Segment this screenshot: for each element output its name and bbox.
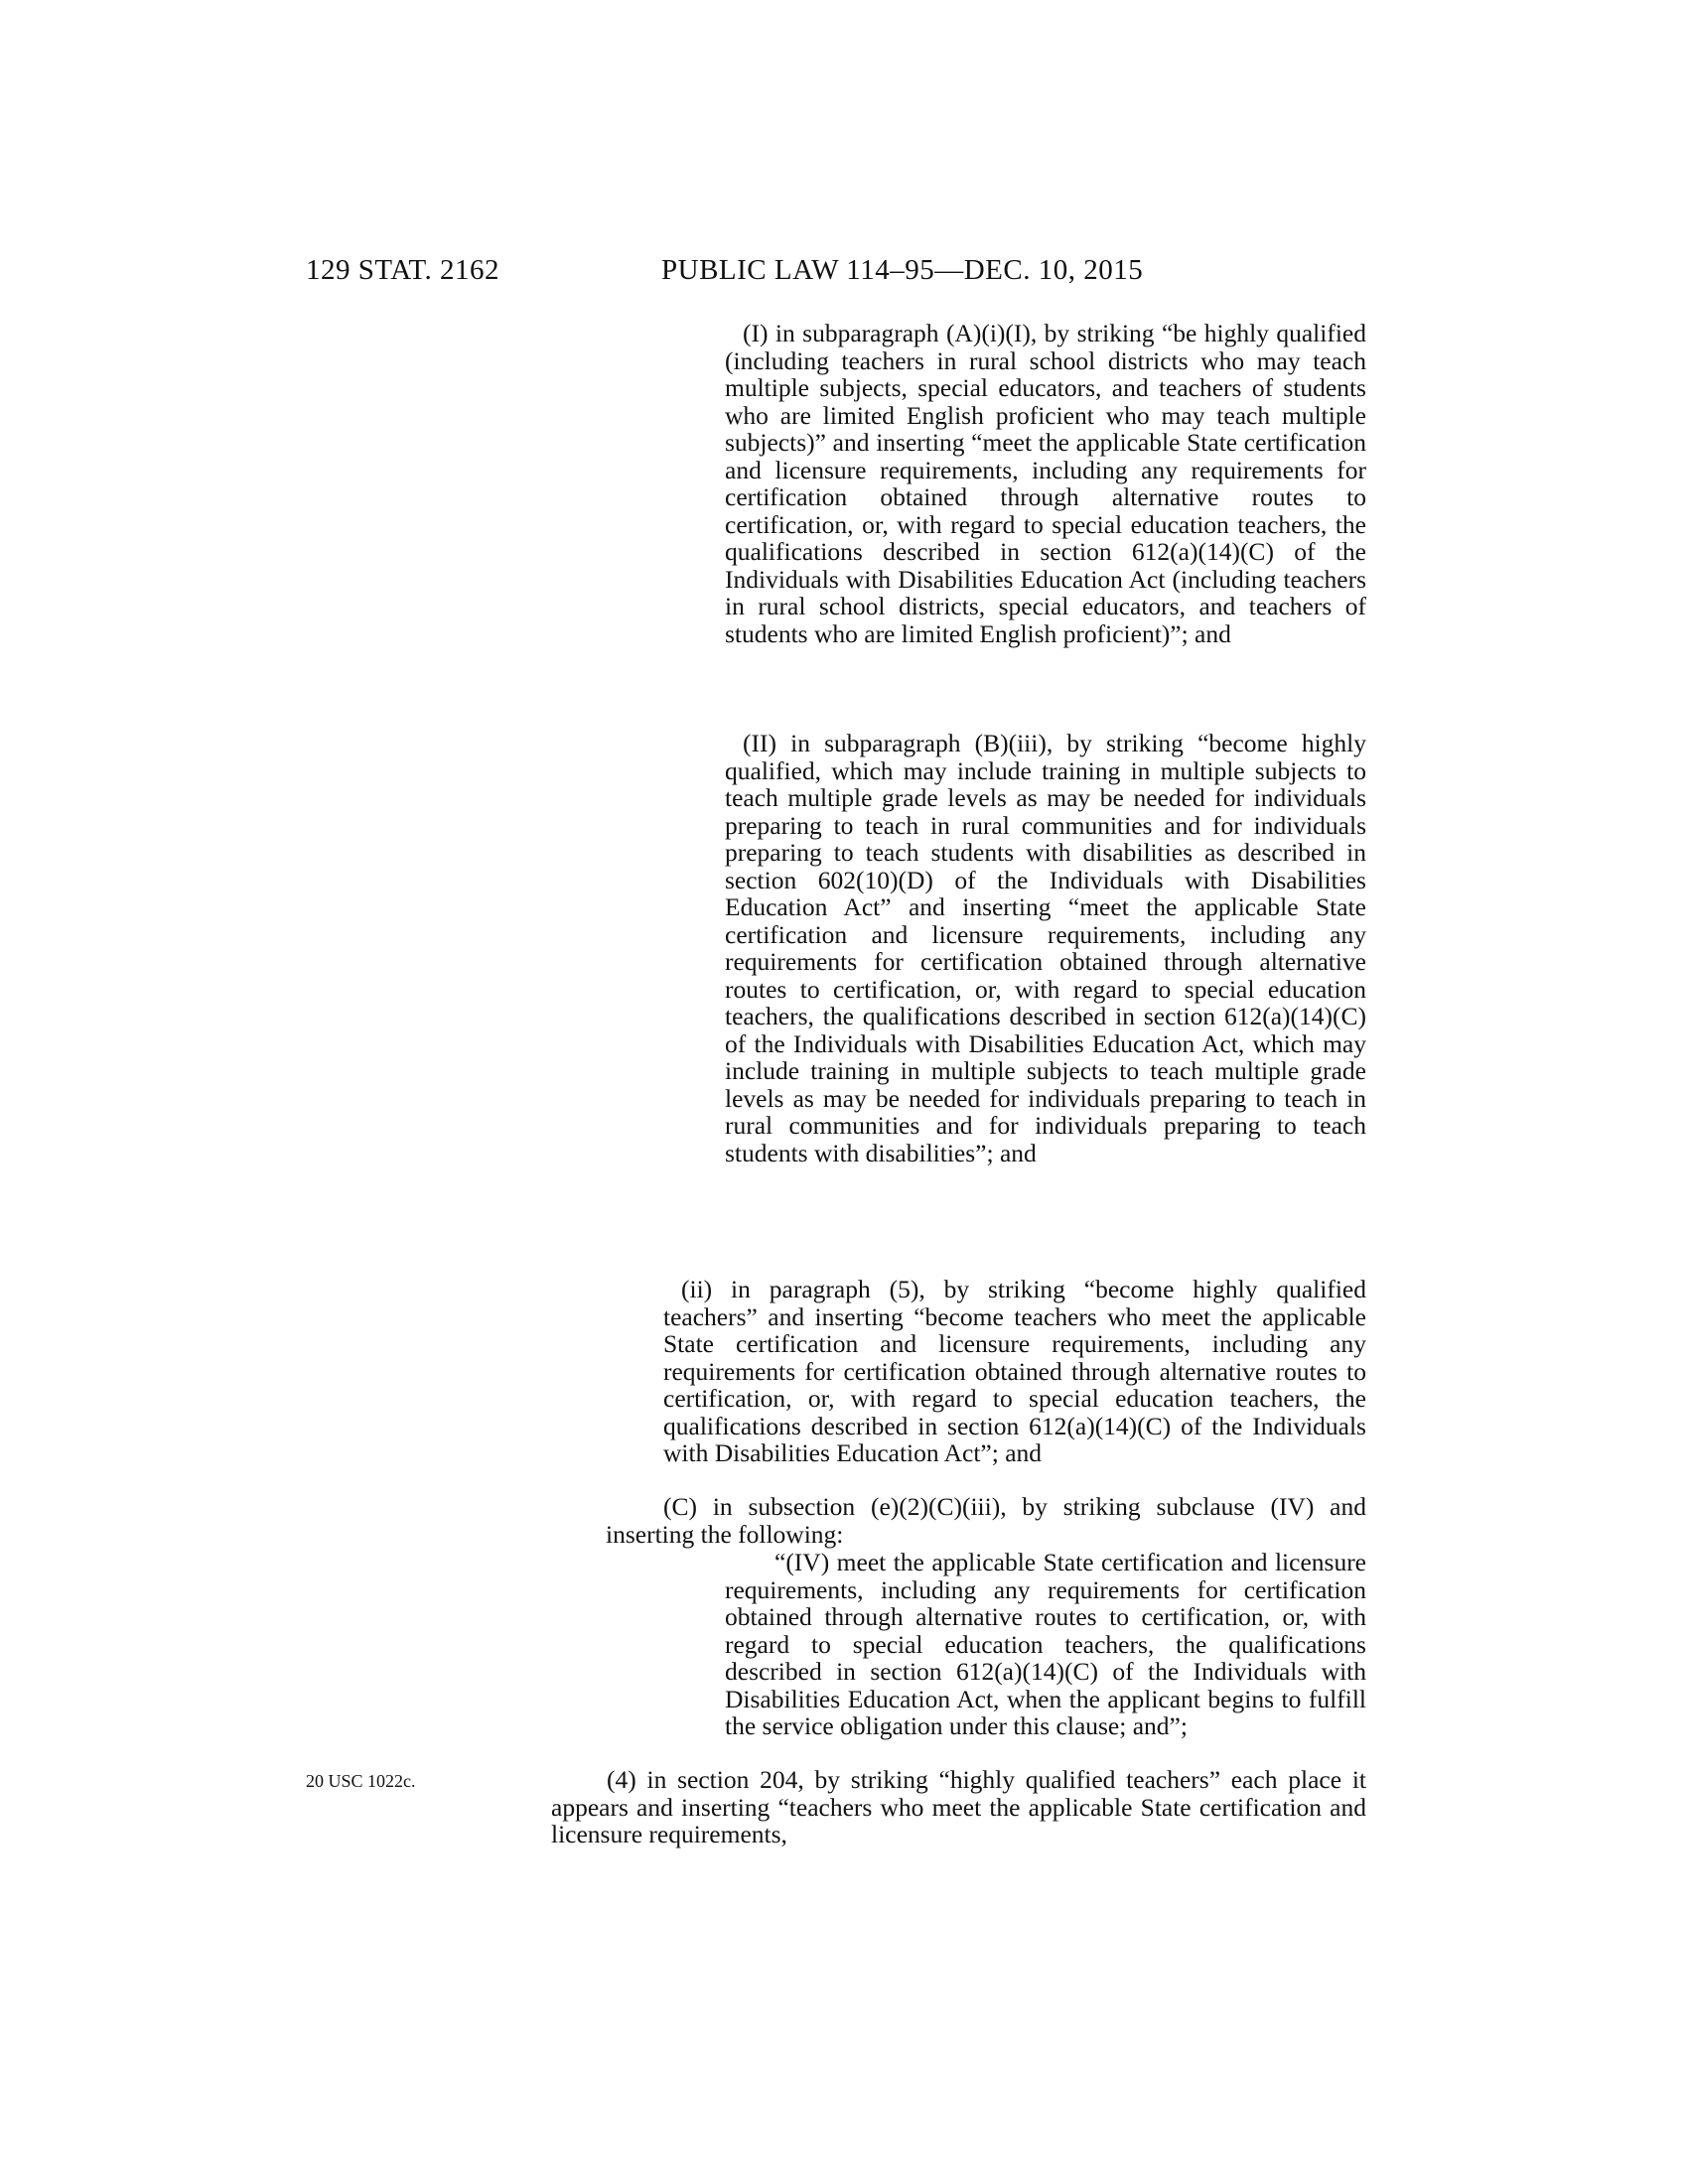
usc-margin-note: 20 USC 1022c. [306, 1771, 416, 1791]
clause-ii-text: (ii) in paragraph (5), by striking “become highly qualified teachers” and inserting “become teachers who meet the applicable State certification and licensure requirements, including any requirements for certification obtained through alternative routes to certification, or, with regard to special education teachers, the qualifications described in section 612(a)(14)(C) of the Individuals with Disabilities Education Act”; and [663, 1275, 1366, 1467]
paragraph-4-text: (4) in section 204, by striking “highly qualified teachers” each place it appears and inserting “teachers who meet the applicable State certification and licensure requirements, [551, 1765, 1366, 1848]
quoted-subclause-IV-text: “(IV) meet the applicable State certification and licensure requirements, including any requirements for certification obtained through alternative routes to certification, or, with regard to special education teachers, the qualifications described in section 612(a)(14)(C) of the Individuals with Disabilities Education Act, when the applicant begins to fulfill the service obligation under this clause; and”; [725, 1548, 1366, 1740]
stat-page-reference: 129 STAT. 2162 [306, 254, 500, 286]
subparagraph-C-text: (C) in subsection (e)(2)(C)(iii), by striking subclause (IV) and inserting the following: [606, 1492, 1366, 1549]
subclause-I-text: (I) in subparagraph (A)(i)(I), by striking “be highly qualified (including teachers in rural school districts who may teach multiple subjects, special educators, and teachers of students who are limited English proficient who may teach multiple subjects)” and inserting “meet the applicable State certification and licensure requirements, including any requirements for certification obtained through alternative routes to certification, or, with regard to special education teachers, the qualifications described in section 612(a)(14)(C) of the Individuals with Disabilities Education Act (including teachers in rural school districts, special educators, and teachers of students who are limited English proficient)”; and [725, 319, 1366, 648]
public-law-header: PUBLIC LAW 114–95—DEC. 10, 2015 [661, 254, 1144, 286]
subclause-II-text: (II) in subparagraph (B)(iii), by striking “become highly qualified, which may include training in multiple subjects to teach multiple grade levels as may be needed for individuals preparing to teach in rural communities and for individuals preparing to teach students with disabilities as described in section 602(10)(D) of the Individuals with Disabilities Education Act” and inserting “meet the applicable State certification and licensure requirements, including any requirements for certification obtained through alternative routes to certification, or, with regard to special education teachers, the qualifications described in section 612(a)(14)(C) of the Individuals with Disabilities Education Act, which may include training in multiple subjects to teach multiple grade levels as may be needed for individuals preparing to teach in rural communities and for individuals preparing to teach students with disabilities”; and [725, 729, 1366, 1167]
